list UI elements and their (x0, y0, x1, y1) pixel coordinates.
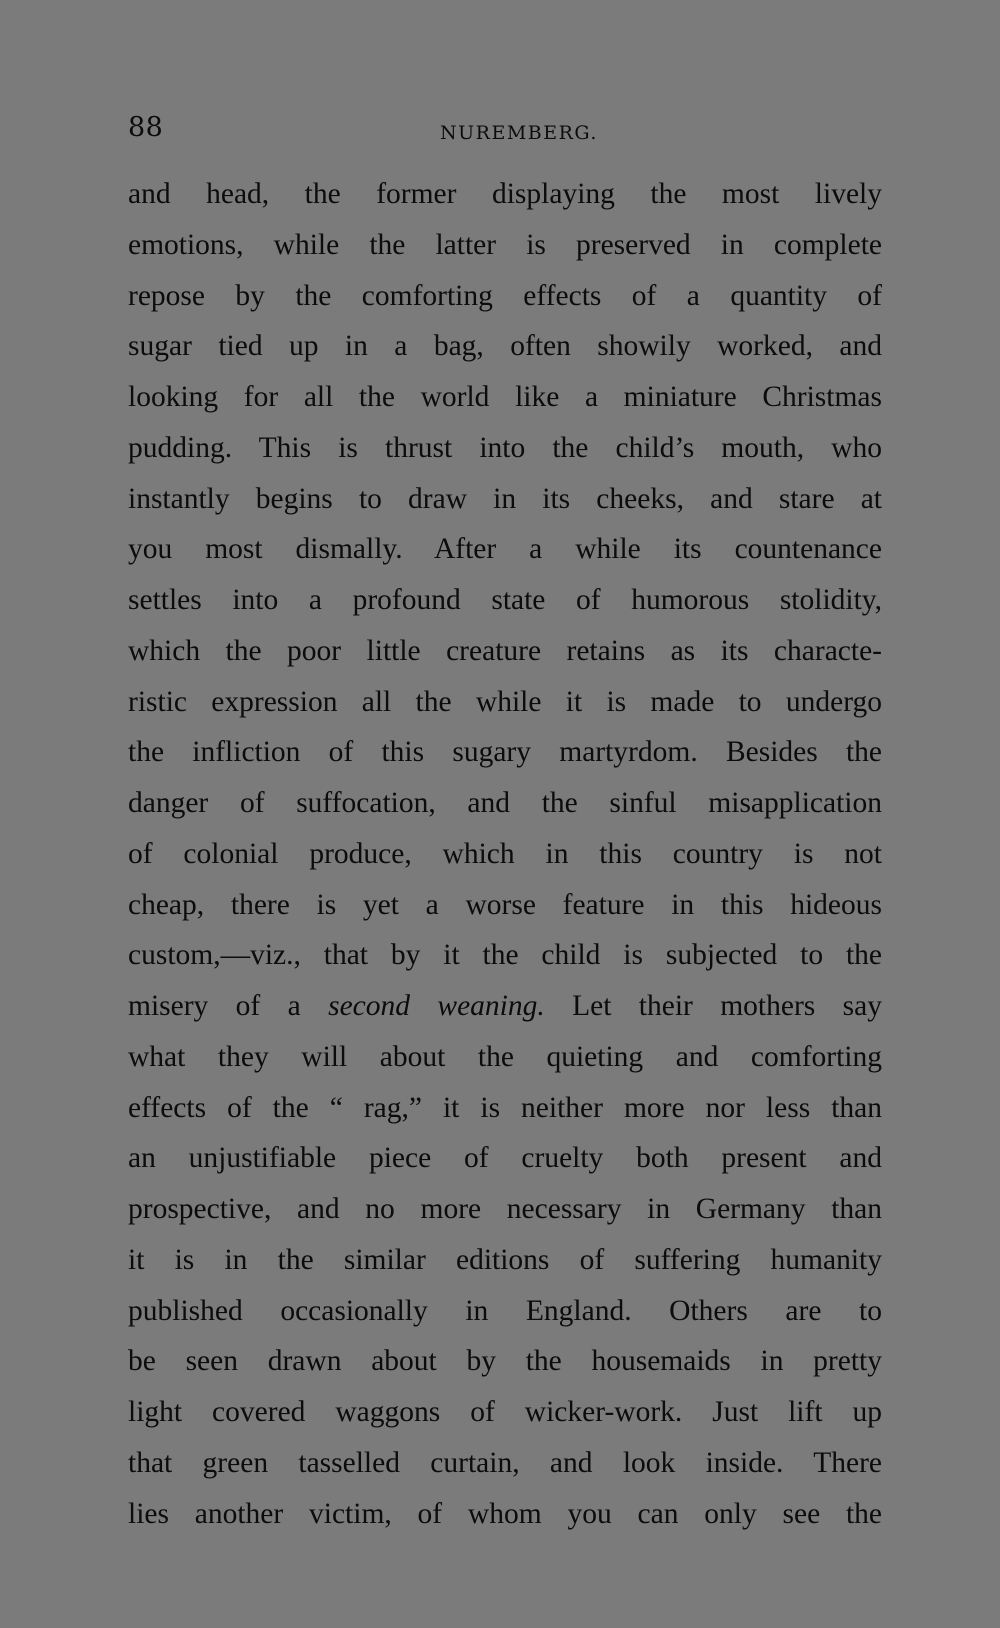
text-line: lies another victim, of whom you can only see the (128, 1497, 882, 1530)
text-segment: Let their mothers say (544, 990, 882, 1022)
text-line: ristic expression all the while it is made to undergo (128, 685, 882, 718)
text-line: you most dismally. After a while its countenance (128, 533, 882, 566)
running-head: NUREMBERG. (440, 122, 598, 144)
text-line: what they will about the quieting and comforting (128, 1040, 882, 1073)
italic-phrase: second weaning. (328, 990, 545, 1022)
text-line: published occasionally in England. Others are to (128, 1294, 882, 1327)
text-line: effects of the “ rag,” it is neither more nor less than (128, 1091, 882, 1124)
text-line: repose by the comforting effects of a quantity of (128, 279, 882, 312)
page-number: 88 (128, 112, 164, 143)
text-line: looking for all the world like a miniature Christmas (128, 381, 882, 413)
text-line: custom,—viz., that by it the child is subjected to the (128, 939, 882, 972)
text-line: danger of suffocation, and the sinful misapplication (128, 787, 882, 819)
text-line: instantly begins to draw in its cheeks, and stare at (128, 482, 882, 515)
text-line: light covered waggons of wicker-work. Just lift up (128, 1396, 882, 1428)
text-line: be seen drawn about by the housemaids in pretty (128, 1345, 882, 1378)
text-line: which the poor little creature retains as its characte- (128, 634, 882, 667)
text-line: settles into a profound state of humorous stolidity, (128, 584, 882, 616)
text-line: prospective, and no more necessary in Germany than (128, 1193, 882, 1225)
text-line: of colonial produce, which in this country is not (128, 837, 882, 870)
text-line: sugar tied up in a bag, often showily worked, and (128, 330, 882, 363)
text-line: and head, the former displaying the most lively (128, 178, 882, 210)
text-segment: misery of a (128, 990, 329, 1022)
text-line: the infliction of this sugary martyrdom. Besides the (128, 736, 882, 769)
body-text (128, 172, 882, 1542)
text-line: emotions, while the latter is preserved in complete (128, 228, 882, 261)
text-line: cheap, there is yet a worse feature in this hideous (128, 888, 882, 921)
text-line: that green tasselled curtain, and look inside. There (128, 1446, 882, 1479)
text-line: pudding. This is thrust into the child’s mouth, who (128, 431, 882, 464)
text-line: it is in the similar editions of suffering humanity (128, 1243, 882, 1276)
page-header (128, 108, 882, 148)
text-line: an unjustifiable piece of cruelty both present and (128, 1142, 882, 1175)
text-line-with-italic (128, 984, 882, 1035)
